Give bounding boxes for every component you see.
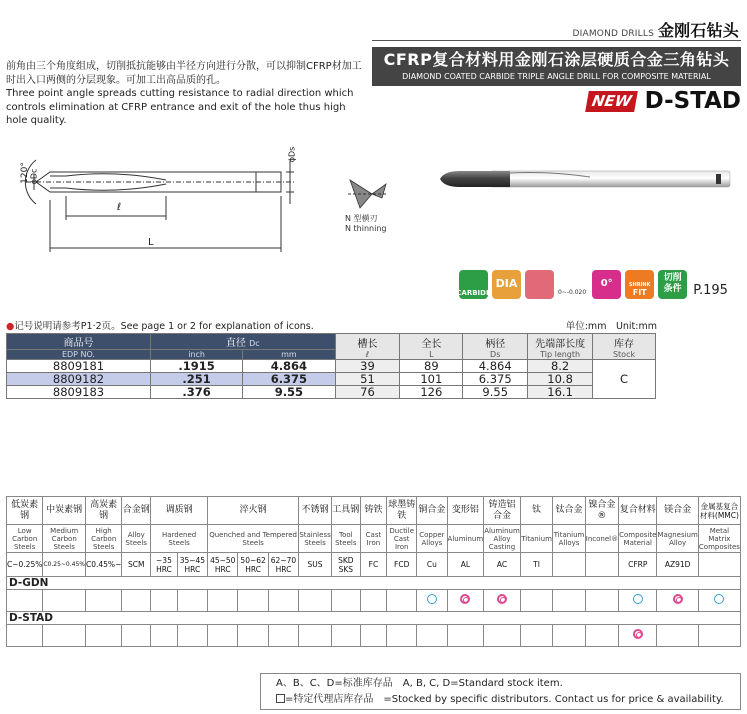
tip-cell: 8.2 xyxy=(528,360,593,373)
mark-cell xyxy=(657,625,698,647)
thinning-diagram xyxy=(342,178,390,212)
feature-icons xyxy=(456,270,728,299)
stock-box-icon xyxy=(276,694,285,703)
mat-cn: 钛合金 xyxy=(553,497,585,525)
inch-cell: .251 xyxy=(150,373,242,386)
mark-cell xyxy=(151,625,178,647)
double-circle-mark-icon xyxy=(673,594,683,604)
mat-en: Stainless Steels xyxy=(299,525,332,553)
material-en-row xyxy=(7,525,741,553)
mat-en: Metal Matrix Composites xyxy=(698,526,740,551)
overall-cell: 101 xyxy=(400,373,463,386)
cutting-conditions-icon xyxy=(658,270,687,299)
mat-en: Medium Carbon Steels xyxy=(43,525,86,553)
flute-cell: 39 xyxy=(335,360,400,373)
mat-en: Cast Iron xyxy=(360,525,386,553)
double-circle-mark-icon xyxy=(633,629,643,639)
tolerance-icon xyxy=(525,270,554,299)
mat-value xyxy=(698,553,740,577)
mark-cell xyxy=(238,625,268,647)
section-label: D-STAD xyxy=(7,612,741,625)
mark-cell xyxy=(619,590,657,612)
description-en: Three point angle spreads cutting resistance to radial direction which controls elimination at CFRP entrance and exit of the hole thus high hole quality. xyxy=(6,88,354,126)
new-badge: NEW xyxy=(585,91,638,112)
mat-value: C0.25~0.45% xyxy=(43,553,86,577)
mat-cn: 钛 xyxy=(520,497,552,525)
header-tip xyxy=(528,334,593,360)
mark-cell xyxy=(698,625,740,647)
mat-value xyxy=(585,553,618,577)
carbide-icon xyxy=(456,270,491,299)
carbide-label: CARBIDE xyxy=(456,289,491,297)
mat-cn: 球墨铸铁 xyxy=(387,497,417,525)
header-inch-text: inch xyxy=(188,350,205,359)
mat-en: Inconel® xyxy=(585,525,618,553)
header-flute-en: ℓ xyxy=(365,349,370,359)
mat-en: Quenched and Tempered Steels xyxy=(208,525,299,553)
mat-cn: 铸铁 xyxy=(360,497,386,525)
unit-label: 单位:mm Unit:mm xyxy=(565,321,657,332)
edp-cell: 8809183 xyxy=(7,386,151,399)
mat-en: Copper Alloys xyxy=(417,525,447,553)
stock-cell: C xyxy=(593,360,656,399)
mat-value: AC xyxy=(484,553,521,577)
circle-mark-icon xyxy=(633,594,643,604)
dia-label: DIA xyxy=(495,277,518,290)
mat-cn: 镍合金® xyxy=(585,497,618,525)
bullet-icon: ● xyxy=(6,321,15,332)
mark-cell xyxy=(520,625,552,647)
mat-cn: 淬火钢 xyxy=(208,497,299,525)
mat-cn: 低炭素钢 xyxy=(7,497,43,525)
mat-en: Ductile Cast Iron xyxy=(387,525,417,553)
zero-label: 0° xyxy=(600,278,613,289)
edp-cell: 8809182 xyxy=(7,373,151,386)
mark-cell xyxy=(151,590,178,612)
mark-cell xyxy=(417,590,447,612)
header-tip-cn: 先端部长度 xyxy=(535,338,586,350)
dc-label: ϕDc xyxy=(29,168,39,185)
mat-cn: 中炭素钢 xyxy=(43,497,86,525)
thinning-en: N thinning xyxy=(345,224,387,233)
mat-value: C0.45%~ xyxy=(86,553,122,577)
header-stock-cn: 库存 xyxy=(614,338,635,350)
header-rule xyxy=(372,40,741,41)
mat-value: FCD xyxy=(387,553,417,577)
mat-value: C~0.25% xyxy=(7,553,43,577)
circle-mark-icon xyxy=(427,594,437,604)
title-cn: CFRP复合材料用金刚石涂层硬质合金三角钻头 xyxy=(383,50,730,69)
title-en: DIAMOND COATED CARBIDE TRIPLE ANGLE DRILL FOR COMPOSITE MATERIAL xyxy=(402,72,711,81)
mat-en: Magnesium Alloy xyxy=(657,525,698,553)
header-dc-cn: 直径 xyxy=(225,338,246,349)
mat-value: TI xyxy=(520,553,552,577)
mat-value xyxy=(553,553,585,577)
section-row-dgdn xyxy=(7,577,741,590)
mark-cell xyxy=(360,590,386,612)
mark-cell xyxy=(585,625,618,647)
mark-cell xyxy=(43,590,86,612)
mark-cell xyxy=(7,590,43,612)
header-shank xyxy=(463,334,528,360)
mm-cell: 9.55 xyxy=(243,386,335,399)
mark-cell xyxy=(387,625,417,647)
ds-label: ϕDs xyxy=(287,146,297,163)
note-text: 记号说明请参考P1·2页。See page 1 or 2 for explanation of icons. xyxy=(14,321,314,332)
rake-angle-icon xyxy=(592,270,621,299)
mark-cell xyxy=(553,590,585,612)
mat-value: AZ91D xyxy=(657,553,698,577)
header-flute-cn: 槽长 xyxy=(357,338,378,350)
mark-cell xyxy=(619,625,657,647)
shrink-fit-icon xyxy=(625,270,654,299)
mark-cell xyxy=(447,590,484,612)
mark-cell xyxy=(122,590,151,612)
overall-length-label: L xyxy=(148,237,154,248)
mat-value: 45~50 HRC xyxy=(208,553,238,577)
mark-cell xyxy=(553,625,585,647)
fit-label: FIT xyxy=(632,288,647,297)
thinning-cn: N 型横刃 xyxy=(345,214,378,223)
category-label xyxy=(572,18,739,41)
flute-length-label: ℓ xyxy=(117,202,122,213)
header-inch xyxy=(150,350,242,360)
mat-en: Low Carbon Steels xyxy=(7,525,43,553)
mark-cell xyxy=(238,590,268,612)
angle-label: 120° xyxy=(19,162,30,184)
title-bar xyxy=(372,47,741,86)
shrink-label: SHRINK xyxy=(628,282,651,288)
mark-cell xyxy=(208,590,238,612)
shank-cell: 9.55 xyxy=(463,386,528,399)
table-row xyxy=(7,386,656,399)
mat-cn: 工具钢 xyxy=(331,497,360,525)
header-edp-en xyxy=(7,350,151,360)
mm-cell: 6.375 xyxy=(243,373,335,386)
mark-cell xyxy=(387,590,417,612)
mark-cell xyxy=(299,625,332,647)
overall-cell: 89 xyxy=(400,360,463,373)
shank-cell: 4.864 xyxy=(463,360,528,373)
mat-value: CFRP xyxy=(619,553,657,577)
mm-cell: 4.864 xyxy=(243,360,335,373)
header-stock xyxy=(593,334,656,360)
mark-cell xyxy=(86,590,122,612)
mat-en: Titanium xyxy=(520,525,552,553)
double-circle-mark-icon xyxy=(460,594,470,604)
mark-cell xyxy=(520,590,552,612)
inch-cell: .376 xyxy=(150,386,242,399)
mat-value: AL xyxy=(447,553,484,577)
header-shank-cn: 柄径 xyxy=(485,338,506,350)
header-overall xyxy=(400,334,463,360)
tip-cell: 10.8 xyxy=(528,373,593,386)
material-cn-row xyxy=(7,497,741,525)
shank-cell: 6.375 xyxy=(463,373,528,386)
header-dc-sym: Dc xyxy=(249,339,260,348)
header-edp-cn: 商品号 xyxy=(63,338,94,349)
diamond-coating-icon xyxy=(492,270,521,299)
mat-cn: 变形铝 xyxy=(447,497,484,525)
mat-cn: 合金钢 xyxy=(122,497,151,525)
header-tip-en: Tip length xyxy=(540,349,581,359)
product-name: D-STAD xyxy=(644,88,741,114)
mat-value: 35~45 HRC xyxy=(177,553,207,577)
mat-value: 62~70 HRC xyxy=(268,553,298,577)
flute-cell: 51 xyxy=(335,373,400,386)
mat-value: 50~62 HRC xyxy=(238,553,268,577)
tip-cell: 16.1 xyxy=(528,386,593,399)
mat-value: ~35 HRC xyxy=(151,553,178,577)
description-cn: 前角由三个角度组成，切削抵抗能够由半径方向进行分散，可以抑制CFRP材加工时出入口两侧的分层现象。可加工出高品质的孔。 xyxy=(6,61,362,86)
mark-cell xyxy=(331,625,360,647)
footer-line-2-text: =特定代理店库存品 =Stocked by specific distributors. Contact us for price & availability. xyxy=(285,694,724,705)
icon-note xyxy=(6,318,314,332)
overall-cell: 126 xyxy=(400,386,463,399)
mat-value: SKD SKS xyxy=(331,553,360,577)
mark-cell xyxy=(268,625,298,647)
description xyxy=(6,60,366,128)
footer-line-2 xyxy=(276,692,740,708)
mark-cell xyxy=(657,590,698,612)
spec-table xyxy=(6,333,656,399)
tool-drawing xyxy=(6,140,306,260)
mark-cell xyxy=(331,590,360,612)
mat-cn: 不锈钢 xyxy=(299,497,332,525)
mat-en: High Carbon Steels xyxy=(86,525,122,553)
footer-legend xyxy=(260,673,741,710)
inch-cell: .1915 xyxy=(150,360,242,373)
mat-en: Aluminum xyxy=(447,525,484,553)
product-photo xyxy=(430,165,740,195)
mat-en: Tool Steels xyxy=(331,525,360,553)
mat-en: Alloy Steels xyxy=(122,525,151,553)
header-mm-text: mm xyxy=(281,350,297,359)
mark-cell xyxy=(417,625,447,647)
section-label: D-GDN xyxy=(7,577,741,590)
header-edp-en-text: EDP NO. xyxy=(61,350,96,359)
mat-en: Aluminum Alloy Casting xyxy=(484,526,520,551)
mark-cell xyxy=(7,625,43,647)
footer-line-1: A、B、C、D=标准库存品 A, B, C, D=Standard stock item. xyxy=(276,678,563,689)
mark-cell xyxy=(585,590,618,612)
mat-cn: 铜合金 xyxy=(417,497,447,525)
edp-cell: 8809181 xyxy=(7,360,151,373)
tolerance-label: 0~-0.020 xyxy=(558,289,587,296)
header-dc xyxy=(150,334,335,350)
category-cn: 金刚石钻头 xyxy=(657,21,739,40)
material-table xyxy=(6,496,741,647)
mat-cn: 铸造铝合金 xyxy=(484,497,521,525)
mark-cell xyxy=(484,590,521,612)
cutting-conditions-label: 切削 条件 xyxy=(663,272,682,294)
mark-cell xyxy=(360,625,386,647)
circle-mark-icon xyxy=(714,594,724,604)
mat-value: SCM xyxy=(122,553,151,577)
mark-cell xyxy=(268,590,298,612)
mat-en: Titanium Alloys xyxy=(553,525,585,553)
section-row-dstad xyxy=(7,612,741,625)
category-en: DIAMOND DRILLS xyxy=(572,29,654,39)
flute-cell: 76 xyxy=(335,386,400,399)
table-row xyxy=(7,373,656,386)
mark-cell xyxy=(43,625,86,647)
mat-cn: 复合材料 xyxy=(619,497,657,525)
mark-row xyxy=(7,625,741,647)
mark-cell xyxy=(177,590,207,612)
mat-cn: 高炭素钢 xyxy=(86,497,122,525)
mark-cell xyxy=(177,625,207,647)
mat-cn: 金属基复合材料(MMC) xyxy=(698,497,740,525)
mark-cell xyxy=(86,625,122,647)
mat-en: Composite Material xyxy=(619,525,657,553)
table-row xyxy=(7,360,656,373)
mat-cn: 镁合金 xyxy=(657,497,698,525)
mat-cn: 调质钢 xyxy=(151,497,208,525)
mark-cell xyxy=(698,590,740,612)
header-flute xyxy=(335,334,400,360)
header-overall-cn: 全长 xyxy=(421,338,442,350)
header-stock-en: Stock xyxy=(612,349,636,359)
header-overall-en: L xyxy=(429,349,434,359)
mark-cell xyxy=(447,625,484,647)
mat-value: Cu xyxy=(417,553,447,577)
mark-cell xyxy=(122,625,151,647)
thinning-label xyxy=(345,214,386,234)
double-circle-mark-icon xyxy=(497,594,507,604)
mat-value: SUS xyxy=(299,553,332,577)
mark-cell xyxy=(299,590,332,612)
mark-cell xyxy=(208,625,238,647)
mark-row xyxy=(7,590,741,612)
mat-value: FC xyxy=(360,553,386,577)
mark-cell xyxy=(484,625,521,647)
page-reference: P.195 xyxy=(693,283,728,298)
header-mm xyxy=(243,350,335,360)
material-value-row xyxy=(7,553,741,577)
header-shank-en: Ds xyxy=(490,349,501,359)
product-name-row xyxy=(587,88,741,114)
header-edp xyxy=(7,334,151,350)
mat-en: Hardened Steels xyxy=(151,525,208,553)
